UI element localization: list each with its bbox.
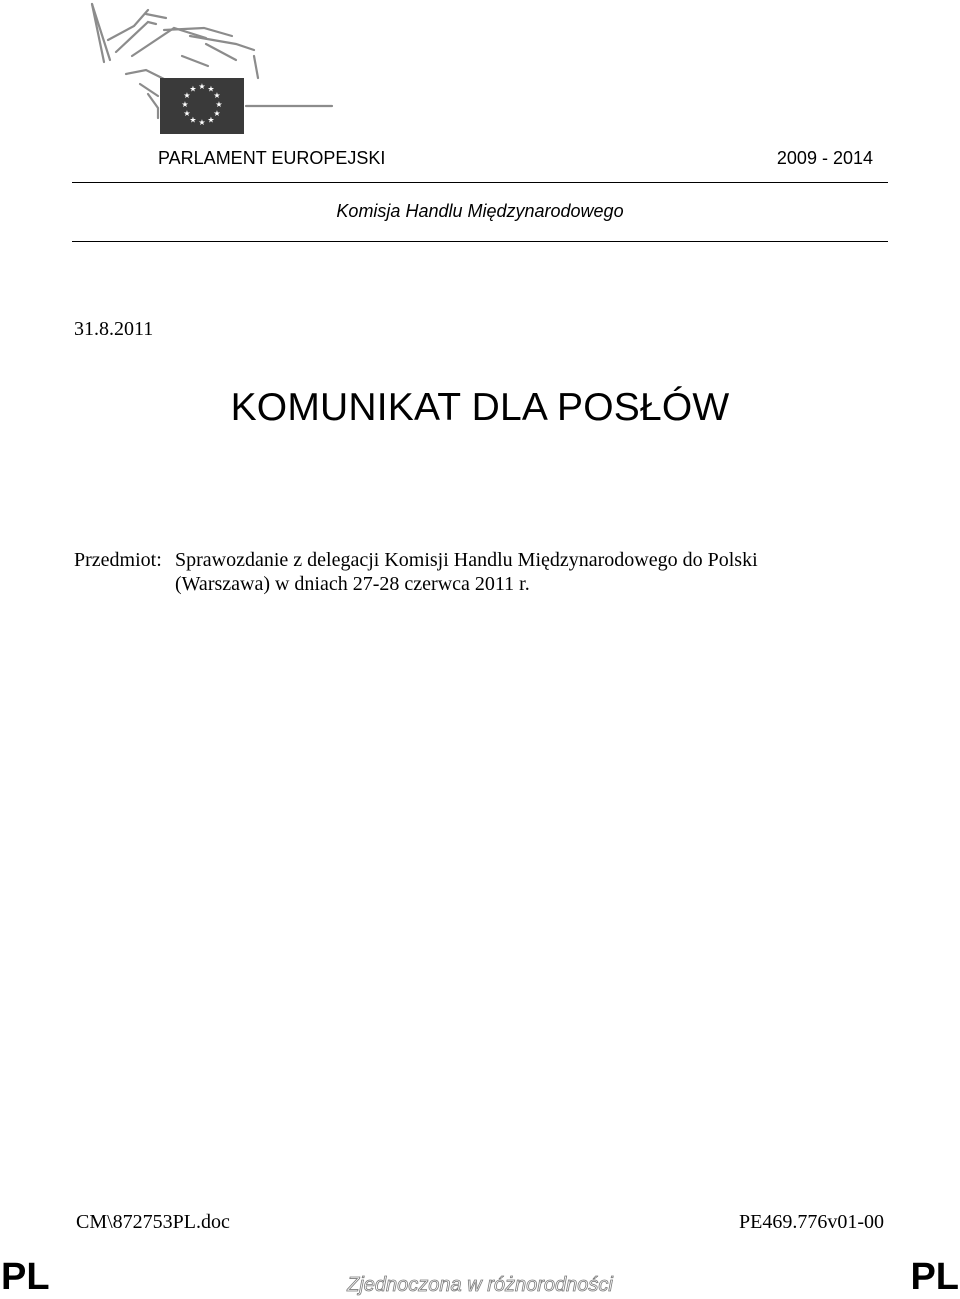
svg-text:★: ★ (198, 82, 206, 91)
svg-text:★: ★ (189, 84, 197, 94)
svg-text:★: ★ (183, 91, 191, 100)
institution-name: PARLAMENT EUROPEJSKI (158, 148, 386, 168)
document-date: 31.8.2011 (74, 318, 154, 340)
subject-line-1: Sprawozdanie z delegacji Komisji Handlu Międzynarodowego do Polski (175, 549, 758, 571)
subject-label: Przedmiot: (74, 549, 162, 571)
svg-text:★: ★ (198, 118, 206, 127)
pe-reference: PE469.776v01-00 (739, 1211, 884, 1233)
svg-text:★: ★ (207, 115, 215, 125)
committee-name: Komisja Handlu Międzynarodowego (336, 201, 624, 221)
header-divider-top (72, 182, 888, 183)
eu-motto: Zjednoczona w różnorodności (347, 1274, 613, 1296)
svg-text:★: ★ (189, 115, 197, 125)
svg-text:★: ★ (213, 91, 221, 100)
document-title: KOMUNIKAT DLA POSŁÓW (230, 386, 730, 429)
parliamentary-term: 2009 - 2014 (776, 148, 873, 168)
language-code-left: PL (1, 1256, 50, 1298)
european-parliament-logo-icon (86, 0, 336, 140)
language-code-right: PL (910, 1256, 959, 1298)
header-divider-bottom (72, 241, 888, 242)
subject-text (175, 548, 894, 596)
svg-text:★: ★ (215, 100, 223, 109)
subject-block (74, 548, 894, 596)
subject-line-2: (Warszawa) w dniach 27-28 czerwca 2011 r. (175, 573, 530, 595)
svg-text:★: ★ (213, 109, 221, 118)
svg-text:★: ★ (181, 100, 189, 109)
svg-text:★: ★ (183, 109, 191, 118)
svg-text:★: ★ (207, 84, 215, 94)
document-reference: CM\872753PL.doc (76, 1211, 230, 1233)
header-row (158, 148, 873, 169)
